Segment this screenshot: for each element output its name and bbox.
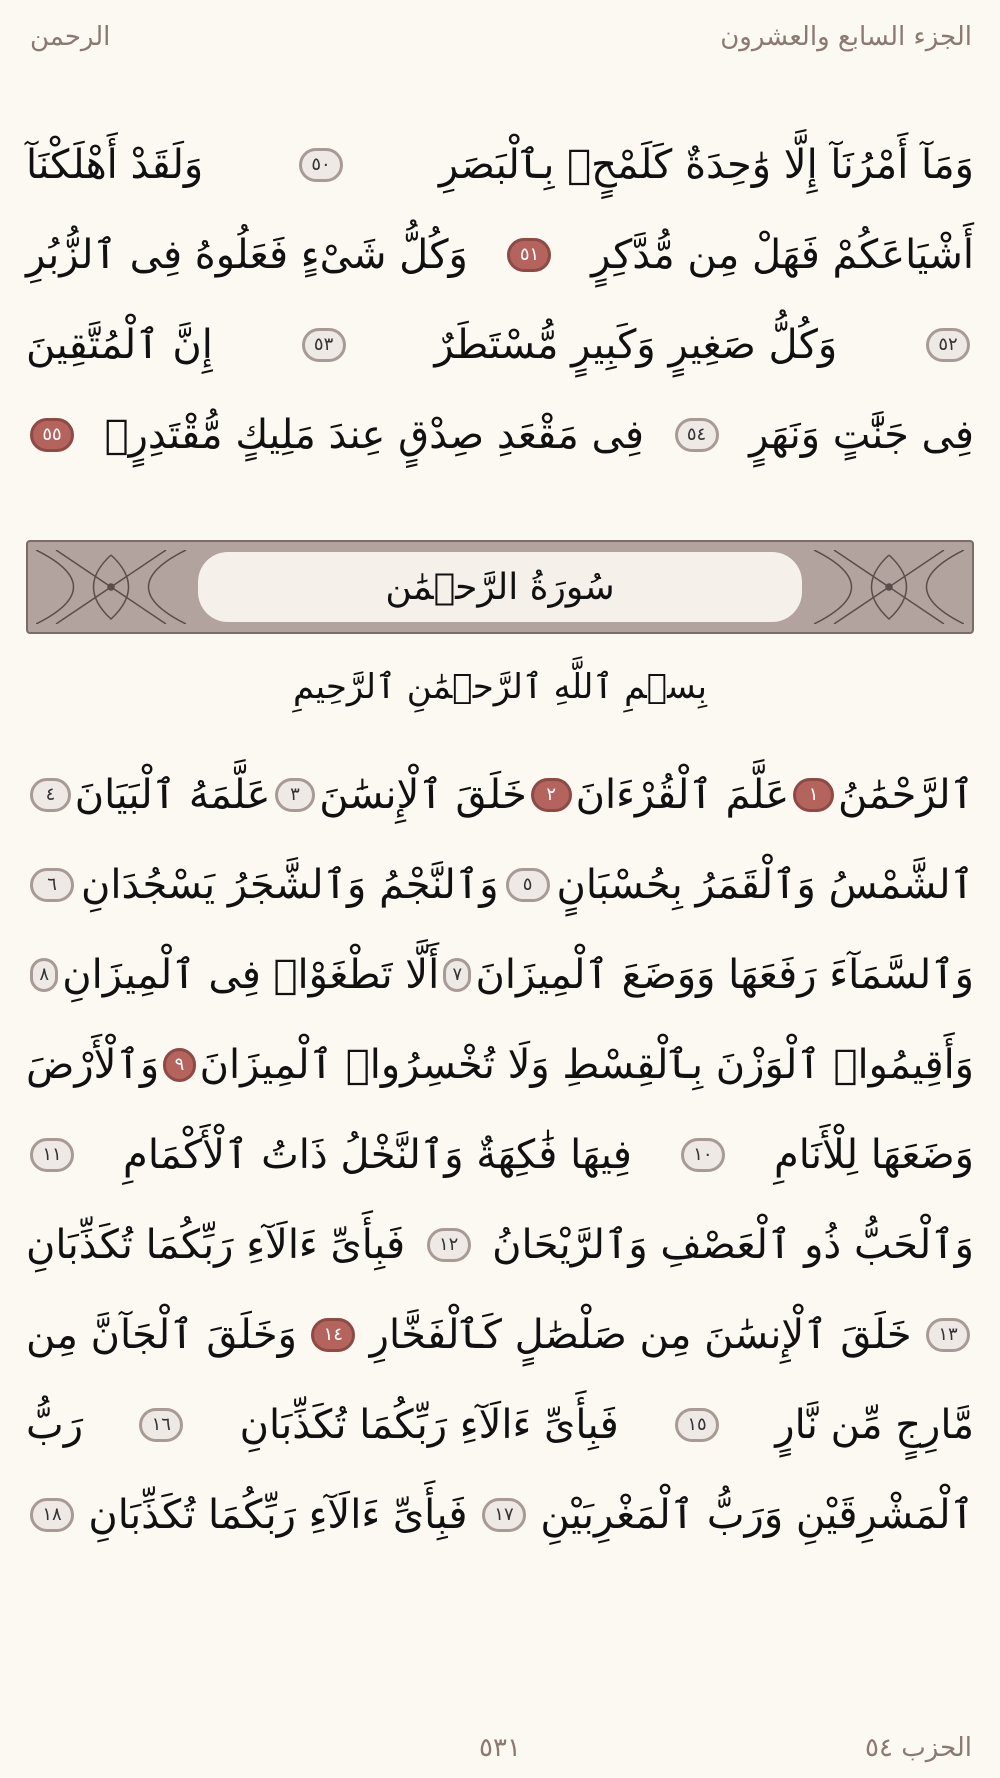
verse-marker[interactable]: ٩	[163, 1048, 195, 1082]
verse-text: فَبِأَىِّ ءَالَآءِ رَبِّكُمَا تُكَذِّبَانِ	[88, 1492, 468, 1538]
text-line	[26, 390, 974, 480]
verse-text: فِى مَقْعَدِ صِدْقٍ عِندَ مَلِيكٍ مُّقْتَدِرٍۭ	[104, 412, 644, 458]
text-line	[26, 1200, 974, 1290]
verse-text: ٱلرَّحْمَٰنُ	[838, 772, 974, 818]
verse-text: وَلَقَدْ أَهْلَكْنَآ	[26, 142, 204, 188]
verse-text: فِيهَا فَٰكِهَةٌ وَٱلنَّخْلُ ذَاتُ ٱلْأَكْمَامِ	[123, 1132, 632, 1178]
text-line	[26, 210, 974, 300]
verse-text: عَلَّمَهُ ٱلْبَيَانَ	[74, 772, 271, 818]
verse-text: إِنَّ ٱلْمُتَّقِينَ	[26, 322, 213, 368]
hizb-label: الحزب ٥٤	[865, 1733, 972, 1763]
verse-text: وَكُلُّ شَىْءٍ فَعَلُوهُ فِى ٱلزُّبُرِ	[26, 232, 468, 278]
verse-marker[interactable]: ١	[793, 778, 834, 812]
verse-text: خَلَقَ ٱلْإِنسَٰنَ مِن صَلْصَٰلٍ كَٱلْفَخَّارِ	[369, 1312, 912, 1358]
verse-marker[interactable]: ٦	[30, 868, 74, 902]
verse-marker[interactable]: ٥١	[507, 238, 551, 272]
verse-text: وَٱلنَّجْمُ وَٱلشَّجَرُ يَسْجُدَانِ	[81, 862, 499, 908]
verse-marker[interactable]: ٥٠	[299, 148, 343, 182]
verse-text: أَلَّا تَطْغَوْا۟ فِى ٱلْمِيزَانِ	[62, 952, 440, 998]
verse-text: فَبِأَىِّ ءَالَآءِ رَبِّكُمَا تُكَذِّبَانِ	[26, 1222, 406, 1268]
verse-text: رَبُّ	[26, 1402, 84, 1448]
verse-marker[interactable]: ١٧	[482, 1498, 526, 1532]
verse-marker[interactable]: ٥	[506, 868, 550, 902]
verse-text: وَٱلْحَبُّ ذُو ٱلْعَصْفِ وَٱلرَّيْحَانُ	[492, 1222, 974, 1268]
juz-label: الجزء السابع والعشرون	[720, 22, 972, 52]
text-line	[26, 1020, 974, 1110]
verse-marker[interactable]: ١٦	[139, 1408, 183, 1442]
verse-text: وَكُلُّ صَغِيرٍ وَكَبِيرٍ مُّسْتَطَرٌ	[434, 322, 838, 368]
text-line	[26, 930, 974, 1020]
verse-text: وَٱلسَّمَآءَ رَفَعَهَا وَوَضَعَ ٱلْمِيزَانَ	[475, 952, 974, 998]
verse-marker[interactable]: ١٣	[926, 1318, 970, 1352]
ornament-left-icon	[36, 550, 186, 624]
text-line	[26, 300, 974, 390]
text-line	[26, 840, 974, 930]
basmala: بِسۡمِ ٱللَّهِ ٱلرَّحۡمَٰنِ ٱلرَّحِيمِ	[293, 667, 707, 707]
verse-marker[interactable]: ٥٥	[30, 418, 74, 452]
verse-text: أَشْيَاعَكُمْ فَهَلْ مِن مُّدَّكِرٍ	[591, 232, 974, 278]
verse-marker[interactable]: ٥٤	[675, 418, 719, 452]
verse-text: عَلَّمَ ٱلْقُرْءَانَ	[575, 772, 790, 818]
text-line	[26, 1290, 974, 1380]
verses-block-al-qamar	[26, 120, 974, 480]
verse-marker[interactable]: ٥٢	[926, 328, 970, 362]
text-line	[26, 1110, 974, 1200]
verse-text: فَبِأَىِّ ءَالَآءِ رَبِّكُمَا تُكَذِّبَانِ	[239, 1402, 619, 1448]
verse-marker[interactable]: ٧	[443, 958, 471, 992]
text-line	[26, 1380, 974, 1470]
verse-text: وَمَآ أَمْرُنَآ إِلَّا وَٰحِدَةٌ كَلَمْحٍۭ بِٱلْبَصَرِ	[438, 142, 974, 188]
verse-marker[interactable]: ١١	[30, 1138, 74, 1172]
verse-text: وَٱلْأَرْضَ	[26, 1042, 160, 1088]
text-line	[26, 750, 974, 840]
text-line	[26, 120, 974, 210]
verse-text: وَضَعَهَا لِلْأَنَامِ	[773, 1132, 974, 1178]
verse-marker[interactable]: ١٢	[427, 1228, 471, 1262]
ornament-right-icon	[814, 550, 964, 624]
verse-marker[interactable]: ٢	[531, 778, 572, 812]
verse-text: خَلَقَ ٱلْإِنسَٰنَ	[319, 772, 527, 818]
surah-header-banner	[26, 540, 974, 634]
surah-title: سُورَةُ الرَّحۡمَٰن	[198, 552, 802, 622]
surah-name-label: الرحمن	[30, 22, 111, 52]
verse-marker[interactable]: ٨	[30, 958, 58, 992]
verse-marker[interactable]: ٤	[30, 778, 71, 812]
verse-marker[interactable]: ١٥	[675, 1408, 719, 1442]
text-line	[26, 1470, 974, 1560]
verse-text: ٱلْمَشْرِقَيْنِ وَرَبُّ ٱلْمَغْرِبَيْنِ	[540, 1492, 974, 1538]
verse-text: وَأَقِيمُوا۟ ٱلْوَزْنَ بِٱلْقِسْطِ وَلَا تُخْسِرُوا۟ ٱلْمِيزَانَ	[199, 1042, 974, 1088]
verses-block-ar-rahman	[26, 750, 974, 1560]
verse-marker[interactable]: ٣	[275, 778, 316, 812]
verse-marker[interactable]: ٥٣	[302, 328, 346, 362]
page-number: ٥٣١	[479, 1733, 521, 1763]
verse-marker[interactable]: ١٠	[681, 1138, 725, 1172]
verse-text: ٱلشَّمْسُ وَٱلْقَمَرُ بِحُسْبَانٍ	[556, 862, 974, 908]
verse-marker[interactable]: ١٤	[311, 1318, 355, 1352]
verse-text: فِى جَنَّٰتٍ وَنَهَرٍ	[749, 412, 974, 458]
verse-text: مَّارِجٍ مِّن نَّارٍ	[775, 1402, 974, 1448]
verse-text: وَخَلَقَ ٱلْجَآنَّ مِن	[26, 1312, 297, 1358]
verse-marker[interactable]: ١٨	[30, 1498, 74, 1532]
